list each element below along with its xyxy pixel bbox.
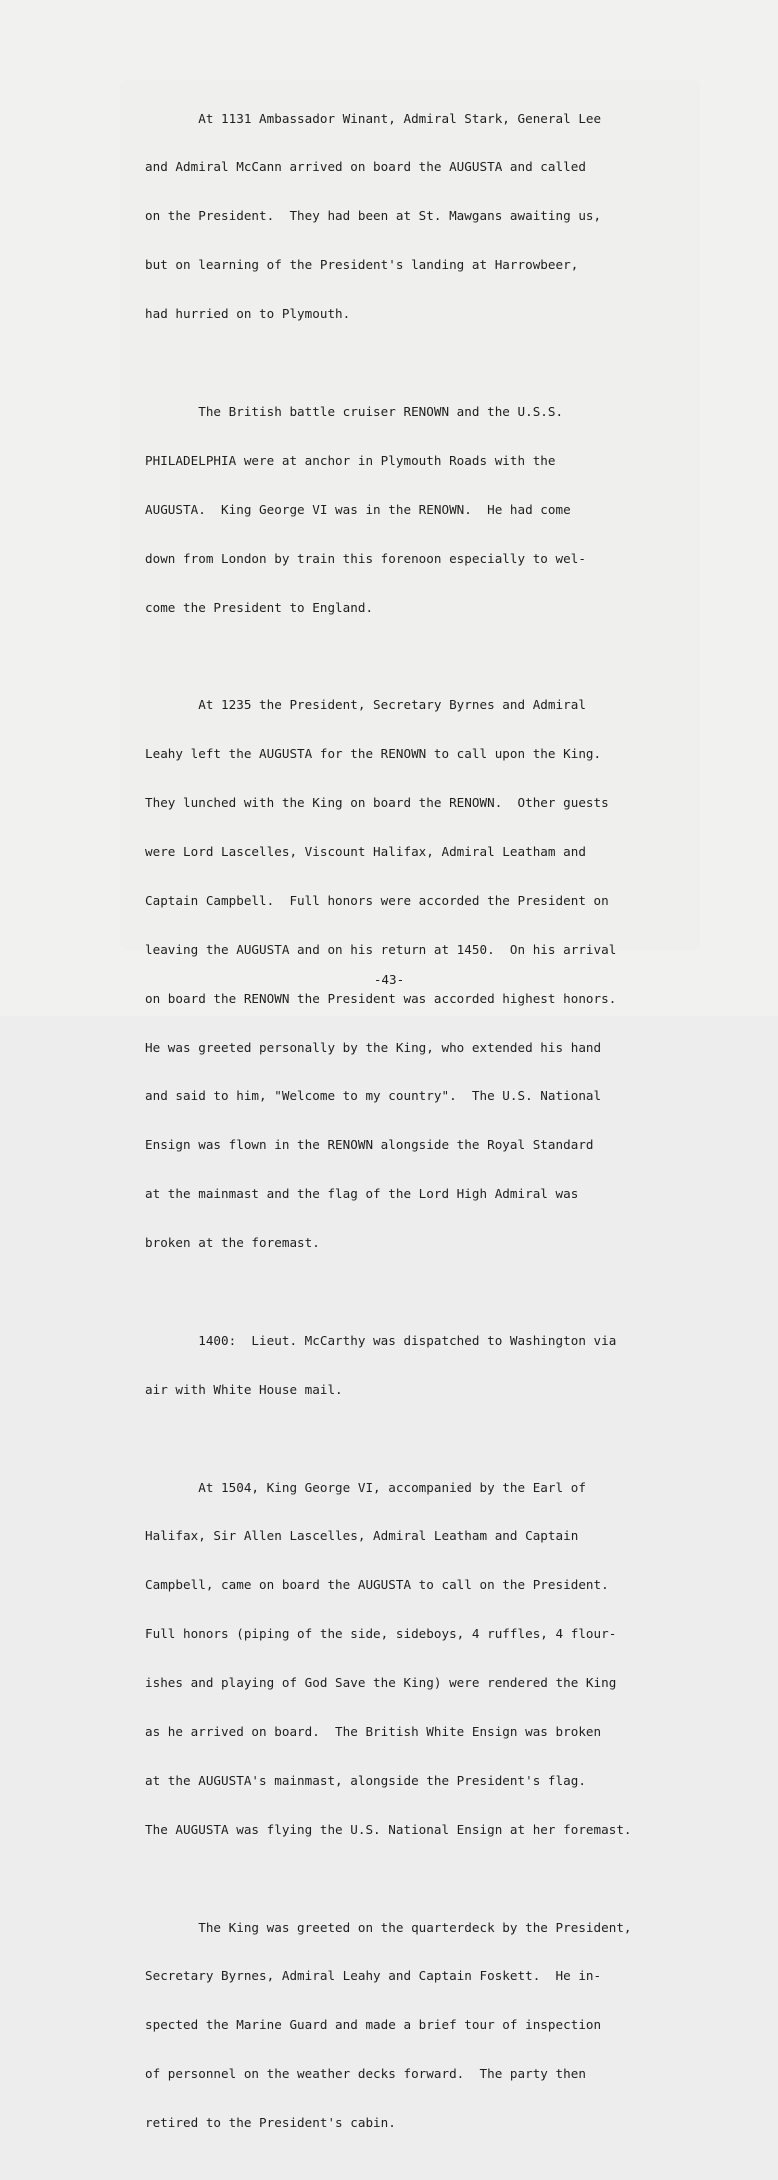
text-line: but on learning of the President's landing at Harrowbeer, xyxy=(145,257,579,273)
text-line: Captain Campbell. Full honors were accorded the President on xyxy=(145,892,609,908)
paragraph-6 xyxy=(145,1887,665,2164)
text-line: Halifax, Sir Allen Lascelles, Admiral Leatham and Captain xyxy=(145,1528,579,1544)
text-line: Secretary Byrnes, Admiral Leahy and Captain Foskett. He in- xyxy=(145,1968,602,1984)
text-line: air with White House mail. xyxy=(145,1381,343,1397)
text-line: Leahy left the AUGUSTA for the RENOWN to call upon the King. xyxy=(145,746,602,762)
text-line: and Admiral McCann arrived on board the AUGUSTA and called xyxy=(145,159,586,175)
text-line: of personnel on the weather decks forward. The party then xyxy=(145,2066,586,2082)
text-line: come the President to England. xyxy=(145,599,374,615)
text-line: were Lord Lascelles, Viscount Halifax, Admiral Leatham and xyxy=(145,843,586,859)
text-line: had hurried on to Plymouth. xyxy=(145,306,351,322)
text-line: The British battle cruiser RENOWN and the U.S.S. xyxy=(145,403,564,419)
paragraph-5 xyxy=(145,1447,665,1871)
text-line: broken at the foremast. xyxy=(145,1235,320,1251)
paragraph-1 xyxy=(145,78,665,355)
text-line: and said to him, "Welcome to my country". The U.S. National xyxy=(145,1088,602,1104)
paragraph-4 xyxy=(145,1300,665,1430)
text-line: The AUGUSTA was flying the U.S. National Ensign at her foremast. xyxy=(145,1821,632,1837)
text-line: He was greeted personally by the King, who extended his hand xyxy=(145,1039,602,1055)
text-line: as he arrived on board. The British White Ensign was broken xyxy=(145,1723,602,1739)
text-line: on the President. They had been at St. Mawgans awaiting us, xyxy=(145,208,602,224)
text-line: at the AUGUSTA's mainmast, alongside the President's flag. xyxy=(145,1772,586,1788)
text-line: The King was greeted on the quarterdeck by the President, xyxy=(145,1919,632,1935)
text-line: PHILADELPHIA were at anchor in Plymouth Roads with the xyxy=(145,452,556,468)
text-line: At 1131 Ambassador Winant, Admiral Stark, General Lee xyxy=(145,110,602,126)
text-line: At 1504, King George VI, accompanied by the Earl of xyxy=(145,1479,586,1495)
text-line: retired to the President's cabin. xyxy=(145,2115,396,2131)
page-number: -43- xyxy=(373,972,405,987)
text-line: leaving the AUGUSTA and on his return at 1450. On his arrival xyxy=(145,941,617,957)
text-line: down from London by train this forenoon especially to wel- xyxy=(145,550,586,566)
text-line: at the mainmast and the flag of the Lord High Admiral was xyxy=(145,1186,579,1202)
text-line: on board the RENOWN the President was accorded highest honors. xyxy=(145,990,617,1006)
text-line: They lunched with the King on board the RENOWN. Other guests xyxy=(145,795,609,811)
text-line: ishes and playing of God Save the King) were rendered the King xyxy=(145,1675,617,1691)
paragraph-2 xyxy=(145,371,665,648)
text-line: Campbell, came on board the AUGUSTA to call on the President. xyxy=(145,1577,609,1593)
text-line: Ensign was flown in the RENOWN alongside the Royal Standard xyxy=(145,1137,594,1153)
document-body xyxy=(145,78,665,2180)
text-line: Full honors (piping of the side, sideboys, 4 ruffles, 4 flour- xyxy=(145,1626,617,1642)
text-line: At 1235 the President, Secretary Byrnes and Admiral xyxy=(145,697,586,713)
text-line: AUGUSTA. King George VI was in the RENOWN. He had come xyxy=(145,501,571,517)
text-line: spected the Marine Guard and made a brief tour of inspection xyxy=(145,2017,602,2033)
text-line: 1400: Lieut. McCarthy was dispatched to Washington via xyxy=(145,1332,617,1348)
